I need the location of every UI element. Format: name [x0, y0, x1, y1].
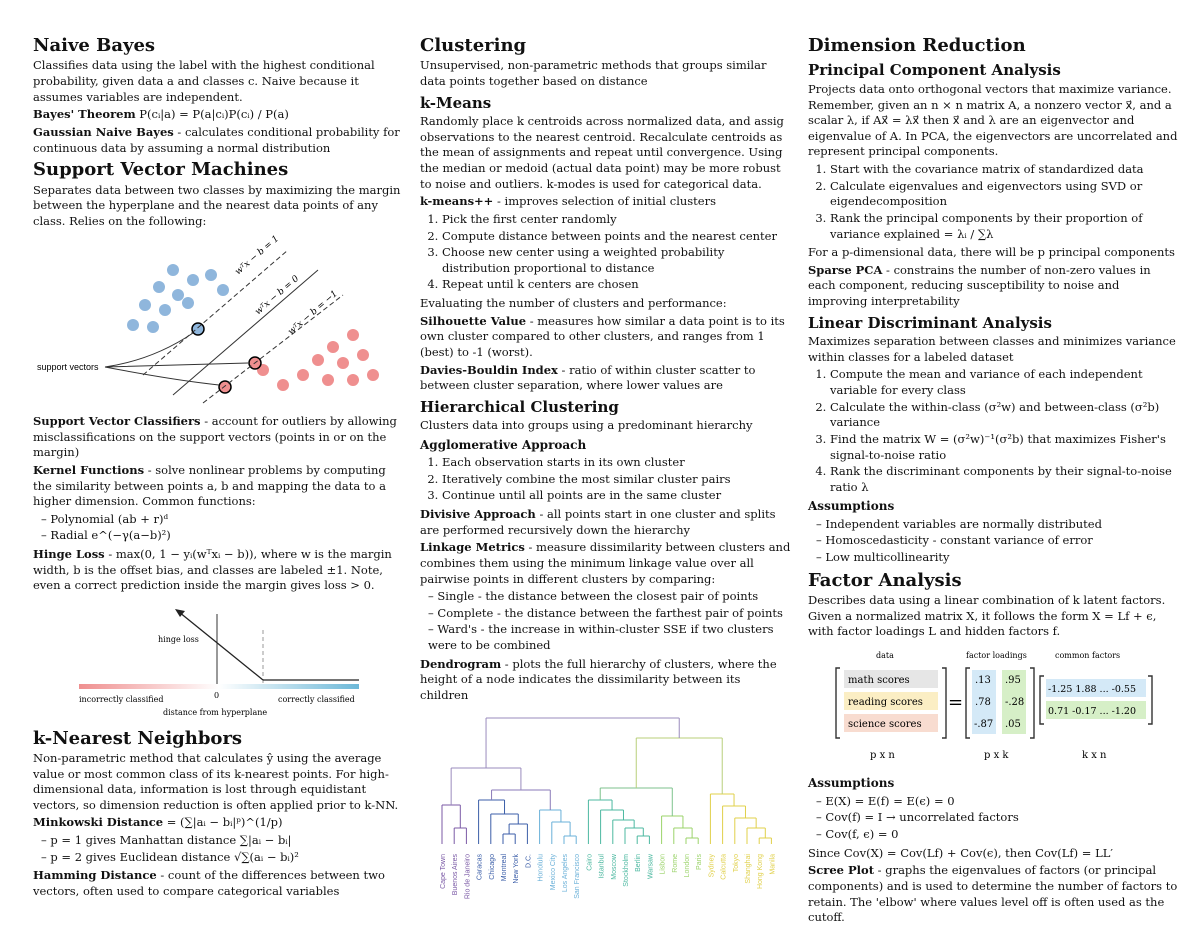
fa-loading: .05: [1005, 718, 1021, 730]
fa-desc: Describes data using a linear combination of k latent factors. Given a normalized matrix X, it follows the form X = Lf + ϵ, with factor loadings L and hidden factors f.: [808, 592, 1166, 639]
sil-label: Silhouette Value: [420, 313, 527, 328]
svm-desc: Separates data between two classes by maximizing the margin between the hyperplane and the nearest data points of any class. Relies on the following:: [33, 182, 401, 228]
fa-loading: .78: [975, 696, 991, 708]
link-text: - measure dissimilarity between clusters and combines them using the minimum linkage value over all pairwise points in different clusters by comparing:: [420, 540, 791, 586]
dendrogram-leaf-label: Honolulu: [537, 853, 545, 882]
kmeanspp-step: 2. Compute distance between points and the nearest center: [442, 229, 792, 245]
scree-label: Scree Plot: [808, 863, 875, 878]
hinge-fig-label: hinge loss: [158, 634, 199, 644]
lda-assump-item: – Low multicollinearity: [816, 550, 1180, 566]
support-vector-arrows: [105, 333, 248, 385]
lda-assump-item: – Independent variables are normally distributed: [816, 517, 1180, 533]
hinge-fig-correct: correctly classified: [278, 694, 355, 704]
scree-plot: [808, 863, 1180, 926]
db-label: Davies-Bouldin Index: [420, 362, 558, 377]
davies-bouldin: [420, 363, 792, 394]
svc-text: - account for outliers by allowing misclassifications on the support vectors (points in or on the margin): [33, 414, 397, 460]
kernel: [33, 463, 405, 510]
ham-label: Hamming Distance: [33, 868, 157, 883]
fa-loading: .13: [975, 674, 991, 686]
kmeanspp-text: - improves selection of initial clusters: [496, 194, 717, 209]
dendrogram-figure: [420, 710, 792, 920]
agg-label: Agglomerative Approach: [420, 437, 587, 452]
dendrogram-leaf-label: Istanbul: [598, 853, 606, 879]
fa-assump-label: Assumptions: [808, 776, 895, 791]
lda-title: Linear Discriminant Analysis: [808, 313, 1052, 332]
dendrogram-leaf-label: Los Angeles: [562, 853, 569, 892]
dendrogram-leaf-label: Sydney: [708, 853, 716, 877]
dendrogram-leaf-label: Warsaw: [647, 853, 655, 879]
clustering-desc: Unsupervised, non-parametric methods that groups similar data points together based on distance: [420, 58, 767, 89]
agg-step: 3. Continue until all points are in the same cluster: [442, 488, 792, 504]
pca-step: 3. Rank the principal components by their proportion of variance explained = λᵢ / ∑λ: [830, 211, 1180, 242]
svc: [33, 414, 405, 461]
column-2: [420, 34, 792, 928]
dendrogram-leaf-label: D.C.: [525, 853, 533, 868]
hinge-loss-figure: [33, 600, 405, 718]
lda-step: 1. Compute the mean and variance of each independent variable for every class: [830, 367, 1180, 398]
dendrogram-leaf-label: Chicago: [488, 853, 496, 880]
dendrogram-leaf-label: Mexico City: [549, 853, 557, 890]
support-vector-blue: [192, 323, 204, 335]
kernel-list: [33, 512, 405, 544]
lda-step: 4. Rank the discriminant components by their signal-to-noise ratio λ: [830, 464, 1180, 495]
hamming: [33, 868, 405, 899]
gauss-label: Gaussian Naive Bayes: [33, 124, 174, 139]
kmeanspp: [420, 194, 792, 210]
linkage-item: – Ward's - the increase in within-cluster SSE if two clusters were to be combined: [428, 622, 792, 653]
knn-desc: Non-parametric method that calculates ŷ using the average value or most common class of its k-nearest points. For high-dimensional data, information is lost through equidistant vectors, so dimension reduction is often applied prior to k-NN.: [33, 750, 399, 812]
factor-analysis-figure: [808, 646, 1180, 764]
div-label: Divisive Approach: [420, 507, 536, 522]
dendrogram-leaf-label: Tokyo: [732, 853, 740, 872]
dendrogram-leaf-label: Caracas: [476, 853, 484, 880]
pca-desc: Projects data onto orthogonal vectors that maximize variance. Remember, given an n × n matrix A, a nonzero vector x⃗, and a scalar λ, if Ax⃗ = λx⃗ then x⃗ and λ are an eigenvector and eigenvalue of A. In PCA, the eigenvectors are uncorrelated and represent principal components.: [808, 81, 1178, 159]
dendrogram-leaf-label: Berlin: [635, 853, 643, 872]
sparse-text: - constrains the number of non-zero values in each component, reducing susceptibility to noise and improving interpretability: [808, 262, 1151, 309]
sparse-label: Sparse PCA: [808, 262, 883, 277]
agg-step: 2. Iteratively combine the most similar cluster pairs: [442, 472, 792, 488]
dendrogram-leaf-label: Buenos Aires: [452, 853, 460, 895]
hinge-fig-incorrect: incorrectly classified: [79, 694, 164, 704]
sil-text: - measures how similar a data point is to its own cluster compared to other clusters, and ranges from 1 (best) to -1 (worst).: [420, 313, 785, 359]
clustering-title: Clustering: [420, 35, 527, 56]
naive-bayes-title: Naive Bayes: [33, 35, 156, 56]
mink-list: [33, 833, 405, 865]
blue-points: [127, 264, 229, 333]
support-vectors-label: support vectors: [37, 362, 99, 373]
bayes-formula: P(cᵢ|a) = P(a|cᵢ)P(cᵢ) / P(a): [139, 107, 289, 122]
dendrogram-leaf-label: Lisbon: [659, 853, 667, 875]
dendro-label: Dendrogram: [420, 656, 502, 671]
minkowski: [33, 815, 405, 831]
fa-loading: .95: [1005, 674, 1021, 686]
dendrogram-leaf-label: Stockholm: [623, 853, 630, 887]
kernel-label: Kernel Functions: [33, 462, 145, 477]
silhouette: [420, 314, 792, 361]
hinge-text: - max(0, 1 − yᵢ(wᵀxᵢ − b)), where w is the margin width, b is the offset bias, and classes are labeled ±1. Note, even a correct prediction inside the margin gives loss > 0.: [33, 547, 392, 593]
dendrogram-leaf-label: London: [684, 853, 691, 877]
fa-since: Since Cov(X) = Cov(Lf) + Cov(ϵ), then Cov(Lf) = LL′: [808, 845, 1113, 860]
bayes-label: Bayes' Theorem: [33, 107, 136, 122]
hinge-fig-xlabel: distance from hyperplane: [163, 707, 268, 717]
dendrogram-leaf-label: Paris: [696, 853, 704, 870]
dendrogram-leaf-label: Manila: [769, 853, 777, 875]
pca-step: 1. Start with the covariance matrix of standardized data: [830, 162, 1180, 178]
naive-bayes-desc: Classifies data using the label with the highest conditional probability, given data a and classes c. Naive because it assumes variables are independent.: [33, 58, 375, 104]
lda-step: 3. Find the matrix W = (σ²w)⁻¹(σ²b) that maximizes Fisher's signal-to-noise ratio: [830, 432, 1180, 463]
kmeanspp-step: 4. Repeat until k centers are chosen: [442, 277, 792, 293]
hinge-fig-zero: 0: [214, 690, 220, 700]
fa-assump-item: – Cov(f, ϵ) = 0: [816, 827, 1180, 843]
lda-assump-label: Assumptions: [808, 499, 895, 514]
dendrogram-leaf-label: Cairo: [586, 853, 594, 871]
dendrogram-leaf-label: Shanghai: [745, 853, 752, 884]
kernel-item: – Polynomial (ab + r)ᵈ: [41, 512, 405, 528]
fa-dim-pxn: p x n: [870, 749, 895, 761]
kernel-text: - solve nonlinear problems by computing the similarity between points a, b and mapping the data to a higher dimension. Common functions:: [33, 462, 386, 509]
fa-fig-common: common factors: [1055, 650, 1121, 660]
pca-pdim: For a p-dimensional data, there will be p principal components: [808, 245, 1175, 260]
dendrogram-leaf-label: New York: [513, 853, 521, 884]
fa-assump-item: – Cov(f) = I → uncorrelated factors: [816, 810, 1180, 826]
mink-formula: = (∑|aᵢ − bᵢ|ᵖ)^(1/p): [166, 815, 283, 830]
fa-assump-item: – E(X) = E(f) = E(ϵ) = 0: [816, 794, 1180, 810]
divisive: [420, 507, 792, 538]
dendrogram-leaf-label: Moscow: [610, 853, 618, 880]
pca-steps: [808, 162, 1180, 242]
dimred-title: Dimension Reduction: [808, 35, 1026, 56]
lda-desc: Maximizes separation between classes and minimizes variance within classes for a labeled dataset: [808, 334, 1176, 364]
link-label: Linkage Metrics: [420, 540, 525, 555]
dendrogram-leaf-label: San Francisco: [574, 853, 582, 899]
hinge-gradient-bar: [79, 684, 359, 689]
div-text: - all points start in one cluster and splits are performed recursively down the hierarchy: [420, 507, 776, 537]
lda-step: 2. Calculate the within-class (σ²w) and between-class (σ²b) variance: [830, 400, 1180, 431]
mink-item: – p = 2 gives Euclidean distance √∑(aᵢ − bᵢ)²: [41, 850, 405, 866]
kmeans-desc: Randomly place k centroids across normalized data, and assig observations to the nearest centroid. Recalculate centroids as the mean of assignments and repeat until convergence. Using the median or medoid (actual data point) may be more robust to noise and outliers. k-modes is used for categorical data.: [420, 114, 784, 191]
hinge-loss: [33, 547, 405, 594]
knn-title: k-Nearest Neighbors: [33, 727, 243, 749]
fa-factor: -1.25 1.88 ... -0.55: [1048, 683, 1136, 695]
dendrogram-leaf-label: Hong Kong: [757, 853, 765, 889]
pca-title: Principal Component Analysis: [808, 61, 1061, 80]
hier-title: Hierarchical Clustering: [420, 397, 619, 416]
agg-steps: [420, 455, 792, 504]
dendrogram: [420, 657, 792, 704]
gauss-text: - calculates conditional probability for continuous data by assuming a normal distribution: [33, 124, 400, 155]
sparse-pca: [808, 263, 1180, 310]
svc-label: Support Vector Classifiers: [33, 414, 201, 429]
dendrogram-leaf-label: Rio de Janeiro: [464, 853, 472, 899]
fa-title: Factor Analysis: [808, 569, 962, 591]
linkage: [420, 540, 792, 587]
linkage-item: – Single - the distance between the closest pair of points: [428, 589, 792, 605]
fa-fig-loadings: factor loadings: [966, 650, 1027, 660]
kmeanspp-step: 1. Pick the first center randomly: [442, 212, 792, 228]
fa-loading: -.28: [1005, 696, 1025, 708]
scree-text: - graphs the eigenvalues of factors (or principal components) and is used to determine the number of factors to retain. The 'elbow' where values level off is often used as the cutoff.: [808, 863, 1178, 925]
fa-row-label: reading scores: [848, 696, 923, 708]
kmeanspp-label: k-means++: [420, 194, 494, 209]
fa-factor: 0.71 -0.17 ... -1.20: [1048, 705, 1136, 717]
hinge-label: Hinge Loss: [33, 547, 105, 562]
column-1: [33, 34, 405, 902]
lda-steps: [808, 367, 1180, 495]
kmeanspp-steps: [420, 212, 792, 293]
plane-top-label: wᵀx − b = 1: [233, 235, 282, 278]
column-3: [808, 34, 1180, 928]
fa-row-label: math scores: [848, 674, 910, 686]
eval-text: Evaluating the number of clusters and performance:: [420, 296, 727, 311]
fa-row-label: science scores: [848, 718, 922, 730]
fa-fig-data: data: [876, 650, 894, 660]
hier-desc: Clusters data into groups using a predominant hierarchy: [420, 418, 753, 433]
mink-label: Minkowski Distance: [33, 815, 164, 830]
svm-title: Support Vector Machines: [33, 159, 289, 181]
pca-step: 2. Calculate eigenvalues and eigenvectors using SVD or eigendecomposition: [830, 179, 1180, 210]
mink-item: – p = 1 gives Manhattan distance ∑|aᵢ − bᵢ|: [41, 833, 405, 849]
fa-dim-pxk: p x k: [984, 749, 1009, 761]
dendrogram-leaf-label: Rome: [671, 853, 679, 873]
fa-loading: -.87: [974, 718, 994, 730]
dendrogram-leaf-label: Cape Town: [440, 853, 447, 889]
lda-assump-item: – Homoscedasticity - constant variance of error: [816, 533, 1180, 549]
kmeanspp-step: 3. Choose new center using a weighted probability distribution proportional to distance: [442, 245, 792, 276]
red-points: [257, 329, 379, 391]
fa-equals: =: [948, 691, 964, 713]
svm-figure: [33, 235, 405, 405]
hinge-curve-slope: [179, 612, 263, 680]
dendrogram-leaf-label: Montreal: [501, 853, 508, 881]
ham-text: - count of the differences between two vectors, often used to compare categorical variables: [33, 868, 385, 898]
lda-assump-list: [808, 517, 1180, 566]
dendrogram-leaf-label: Calcutta: [720, 853, 728, 880]
linkage-list: [420, 589, 792, 654]
dendro-text: - plots the full hierarchy of clusters, where the height of a node indicates the dissimilarity between its children: [420, 656, 777, 702]
kmeans-title: k-Means: [420, 93, 492, 112]
linkage-item: – Complete - the distance between the farthest pair of points: [428, 606, 792, 622]
agg-step: 1. Each observation starts in its own cluster: [442, 455, 792, 471]
bayes-theorem: [33, 107, 405, 123]
fa-dim-kxn: k x n: [1082, 749, 1107, 761]
gaussian-nb: [33, 125, 405, 156]
fa-assump-list: [808, 794, 1180, 843]
plane-mid-label: wᵀx − b = 0: [253, 274, 302, 318]
kernel-item: – Radial e^(−γ(a−b)²): [41, 528, 405, 544]
db-text: - ratio of within cluster scatter to between cluster separation, where lower values are: [420, 362, 756, 393]
plane-bot-label: wᵀx − b = −1: [286, 289, 340, 338]
